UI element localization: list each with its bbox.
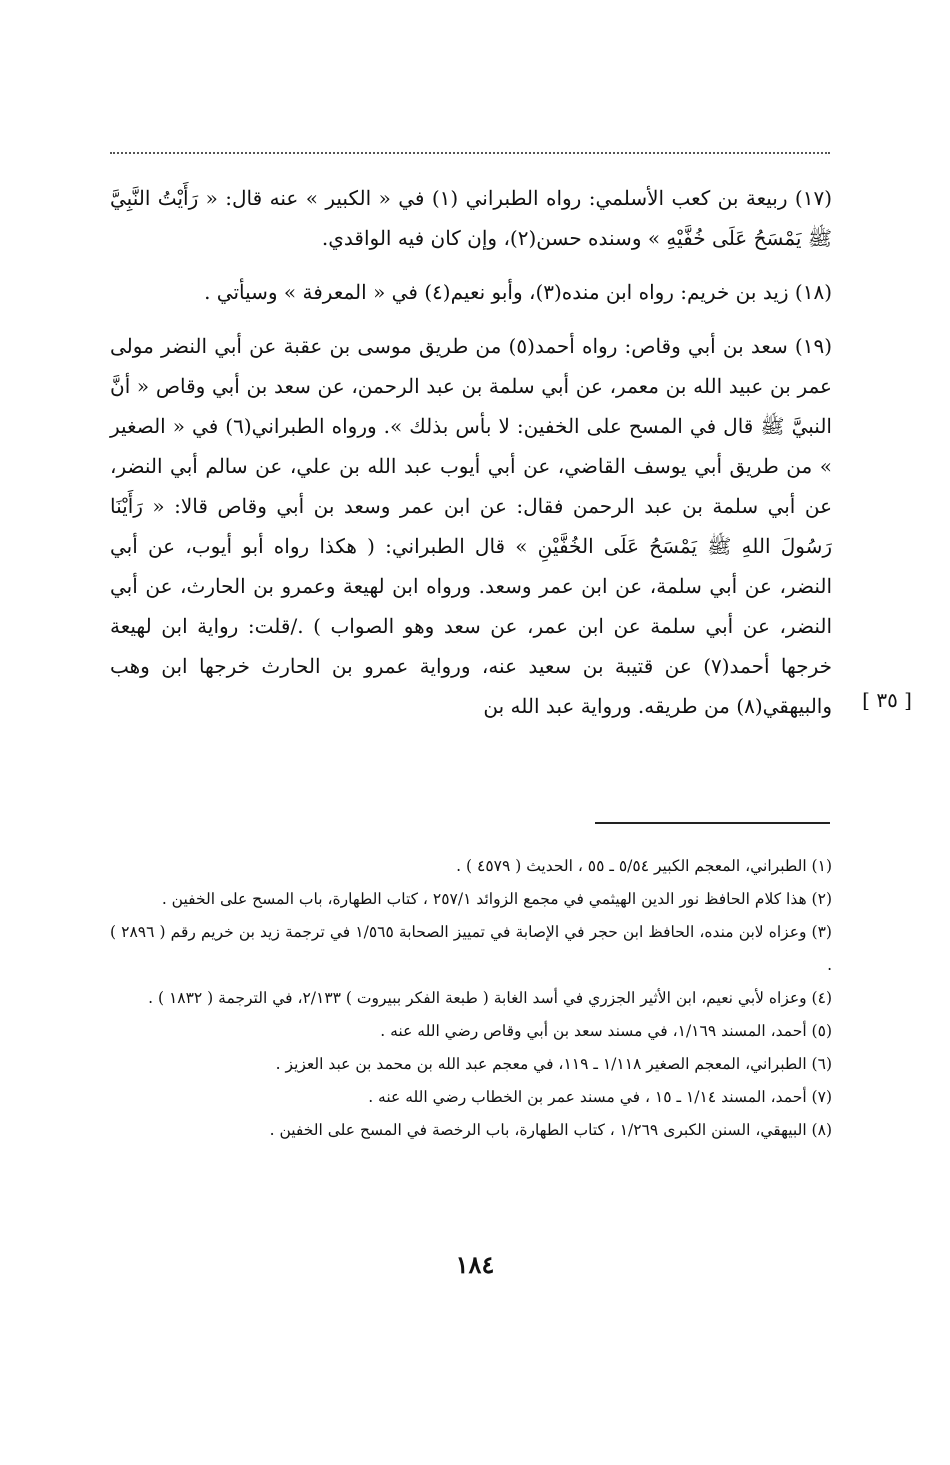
paragraph-rabia: (١٧) ربيعة بن كعب الأسلمي: رواه الطبراني (١) في « الكبير » عنه قال: « رَأَيْتُ النَّبِيَّ ﷺ يَمْسَحُ عَلَى خُفَّيْهِ » وسنده حسن(٢)، وإن كان فيه الواقدي. [110,186,833,250]
footnote-6: (٦) الطبراني، المعجم الصغير ١/١١٨ ـ ١١٩، في معجم عبد الله بن محمد بن عبد العزيز . [275,1055,832,1073]
main-text [110,178,832,726]
footnote-2: (٢) هذا كلام الحافظ نور الدين الهيثمي في مجمع الزوائد ٢٥٧/١ ، كتاب الطهارة، باب المسح على الخفين . [161,890,832,908]
footnote-5: (٥) أحمد، المسند ١/١٦٩، في مسند سعد بن أبي وقاص رضي الله عنه . [380,1022,832,1040]
header-dotted-rule [110,152,830,154]
footnote-4: (٤) وعزاه لأبي نعيم، ابن الأثير الجزري في أسد الغابة ( طبعة الفكر ببيروت ) ٢/١٣٣، في الترجمة ( ١٨٣٢ ) . [148,989,832,1007]
footnote-8: (٨) البيهقي، السنن الكبرى ١/٢٦٩ ، كتاب الطهارة، باب الرخصة في المسح على الخفين . [269,1121,832,1139]
page-number: ١٨٤ [455,1250,495,1279]
footnote-1: (١) الطبراني، المعجم الكبير ٥/٥٤ ـ ٥٥ ، الحديث ( ٤٥٧٩ ) . [456,857,832,875]
footnote-3: (٣) وعزاه لابن منده، الحافظ ابن حجر في الإصابة في تمييز الصحابة ١/٥٦٥ في ترجمة زيد بن خريم رقم ( ٢٨٩٦ ) . [110,923,832,974]
paragraph-zaid: (١٨) زيد بن خريم: رواه ابن منده(٣)، وأبو نعيم(٤) في « المعرفة » وسيأتي . [204,280,832,304]
paragraph-saad: (١٩) سعد بن أبي وقاص: رواه أحمد(٥) من طريق موسى بن عقبة عن أبي النضر مولى عمر بن عبيد الله بن معمر، عن أبي سلمة بن عبد الرحمن، عن سعد بن أبي وقاص « أنَّ النبيَّ ﷺ قال في المسح على الخفين: لا بأس بذلك ». ورواه الطبراني(٦) في « الصغير » من طريق أبي يوسف القاضي، عن أبي أيوب عبد الله بن علي، عن سالم أبي النضر، عن أبي سلمة بن عبد الرحمن فقال: عن ابن عمر وسعد بن أبي وقاص قالا: « رَأَيْنَا رَسُولَ اللهِ ﷺ يَمْسَحُ عَلَى الخُفَّيْنِ » قال الطبراني: ( هكذا رواه أبو أيوب، عن أبي النضر، عن أبي سلمة، عن ابن عمر وسعد. ورواه ابن لهيعة وعمرو بن الحارث، عن أبي النضر، عن أبي سلمة عن ابن عمر، عن سعد وهو الصواب ) ./قلت: رواية ابن لهيعة خرجها أحمد(٧) عن قتيبة بن سعيد عنه، ورواية عمرو بن الحارث خرجها ابن وهب والبيهقي(٨) من طريقه. ورواية عبد الله بن [110,334,833,718]
footnote-separator [595,822,830,824]
margin-page-reference: [ ٣٥ ] [862,688,912,712]
footnotes [110,850,832,1147]
footnote-7: (٧) أحمد، المسند ١/١٤ ـ ١٥ ، في مسند عمر بن الخطاب رضي الله عنه . [368,1088,832,1106]
